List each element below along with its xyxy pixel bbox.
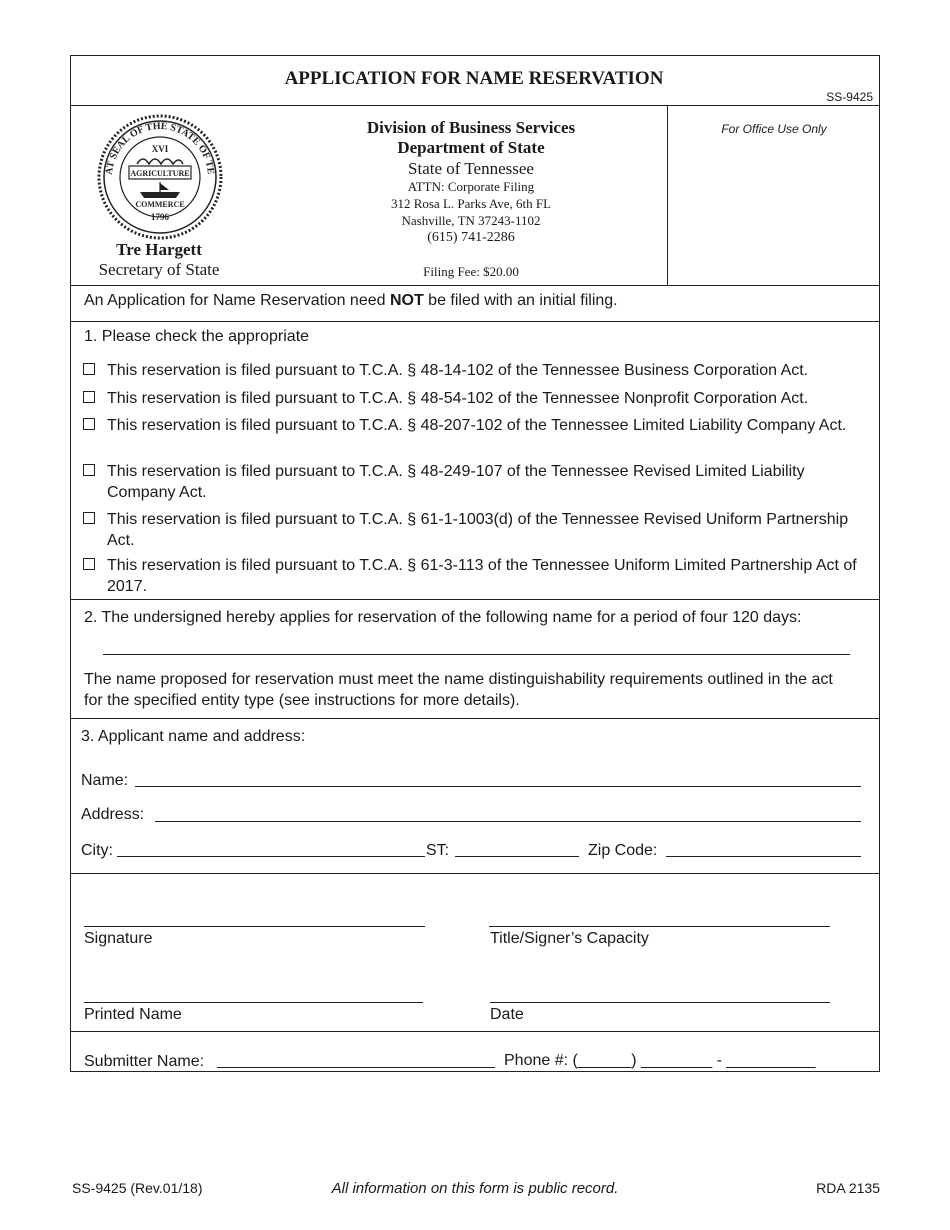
agency-phone: (615) 741-2286 (427, 230, 515, 245)
city-address: Nashville, TN 37243-1102 (401, 213, 541, 228)
option-nonprofit-corporation[interactable]: This reservation is filed pursuant to T.C.A. § 48-54-102 of the Tennessee Nonprofit Corporation Act. (83, 388, 873, 409)
checkbox[interactable] (83, 558, 95, 570)
address-field[interactable] (155, 821, 861, 822)
section3-heading: 3. Applicant name and address: (81, 728, 306, 745)
city-label: City: (81, 842, 113, 859)
state-label: ST: (426, 842, 450, 859)
divider (71, 321, 879, 322)
printed-name-field[interactable] (84, 1002, 423, 1003)
attn-line: ATTN: Corporate Filing (407, 179, 535, 194)
checkbox[interactable] (83, 418, 95, 430)
svg-text:AGRICULTURE: AGRICULTURE (130, 169, 190, 178)
footer-rda-code: RDA 2135 (816, 1180, 880, 1196)
printed-name-label: Printed Name (84, 1006, 182, 1023)
checkbox[interactable] (83, 363, 95, 375)
divider (71, 1031, 879, 1032)
svg-text:THE GREAT SEAL OF THE STATE OF: AT SEAL OF THE STATE OF TE (103, 120, 217, 176)
city-field[interactable] (117, 856, 425, 857)
divider (71, 873, 879, 874)
submitter-name-field[interactable] (217, 1067, 495, 1068)
name-label: Name: (81, 772, 129, 789)
reserved-name-field[interactable] (103, 654, 850, 655)
state-seal (95, 112, 225, 242)
divider (71, 105, 879, 106)
form-frame (70, 55, 880, 1072)
submitter-phone[interactable]: Phone #: (______) ________ - __________ (504, 1052, 816, 1069)
option-llc[interactable]: This reservation is filed pursuant to T.C.A. § 48-207-102 of the Tennessee Limited Liability Company Act. (83, 415, 873, 436)
section1-heading: 1. Please check the appropriate (84, 328, 310, 345)
section2-heading: 2. The undersigned hereby applies for reservation of the following name for a period of four 120 days: (84, 609, 802, 626)
checkbox[interactable] (83, 391, 95, 403)
zip-field[interactable] (666, 856, 861, 857)
svg-text:1796: 1796 (151, 212, 169, 222)
state-name: State of Tennessee (408, 159, 534, 178)
division-name: Division of Business Services (366, 118, 576, 137)
checkbox[interactable] (83, 512, 95, 524)
svg-text:XVI: XVI (151, 144, 169, 154)
form-title: APPLICATION FOR NAME RESERVATION (284, 68, 664, 89)
zip-label: Zip Code: (588, 842, 658, 859)
checkbox[interactable] (83, 464, 95, 476)
signature-label: Signature (84, 930, 153, 947)
department-name: Department of State (397, 138, 545, 157)
street-address: 312 Rosa L. Parks Ave, 6th FL (390, 196, 552, 211)
date-field[interactable] (490, 1002, 830, 1003)
submitter-name-label: Submitter Name: (84, 1053, 205, 1070)
footer-form-revision: SS-9425 (Rev.01/18) (72, 1180, 203, 1196)
signature-field[interactable] (84, 926, 425, 927)
state-field[interactable] (455, 856, 579, 857)
option-revised-llc[interactable]: This reservation is filed pursuant to T.C.A. § 48-249-107 of the Tennessee Revised Limited Liability Company Act. (83, 461, 873, 503)
option-partnership[interactable]: This reservation is filed pursuant to T.C.A. § 61-1-1003(d) of the Tennessee Revised Uniform Partnership Act. (83, 509, 873, 551)
office-use-label: For Office Use Only (721, 122, 827, 136)
address-label: Address: (81, 806, 145, 823)
applicant-name-field[interactable] (135, 786, 861, 787)
svg-text:COMMERCE: COMMERCE (135, 200, 185, 209)
option-limited-partnership[interactable]: This reservation is filed pursuant to T.C.A. § 61-3-113 of the Tennessee Uniform Limited Partnership Act of 2017. (83, 555, 873, 597)
section2-note: The name proposed for reservation must meet the name distinguishability requirements outlined in the act for the specified entity type (see instructions for more details). (84, 671, 833, 709)
secretary-title: Secretary of State (98, 260, 220, 279)
form-code: SS-9425 (826, 90, 873, 104)
title-field[interactable] (489, 926, 830, 927)
divider (71, 718, 879, 719)
filing-fee: Filing Fee: $20.00 (423, 264, 519, 279)
notice-text: An Application for Name Reservation need NOT be filed with an initial filing. (84, 292, 618, 309)
divider (71, 599, 879, 600)
option-business-corporation[interactable]: This reservation is filed pursuant to T.C.A. § 48-14-102 of the Tennessee Business Corporation Act. (83, 360, 873, 381)
title-label: Title/Signer’s Capacity (490, 930, 649, 947)
divider (71, 285, 879, 286)
footer-public-record: All information on this form is public record. (331, 1180, 619, 1197)
date-label: Date (490, 1006, 524, 1023)
secretary-name: Tre Hargett (116, 240, 202, 259)
